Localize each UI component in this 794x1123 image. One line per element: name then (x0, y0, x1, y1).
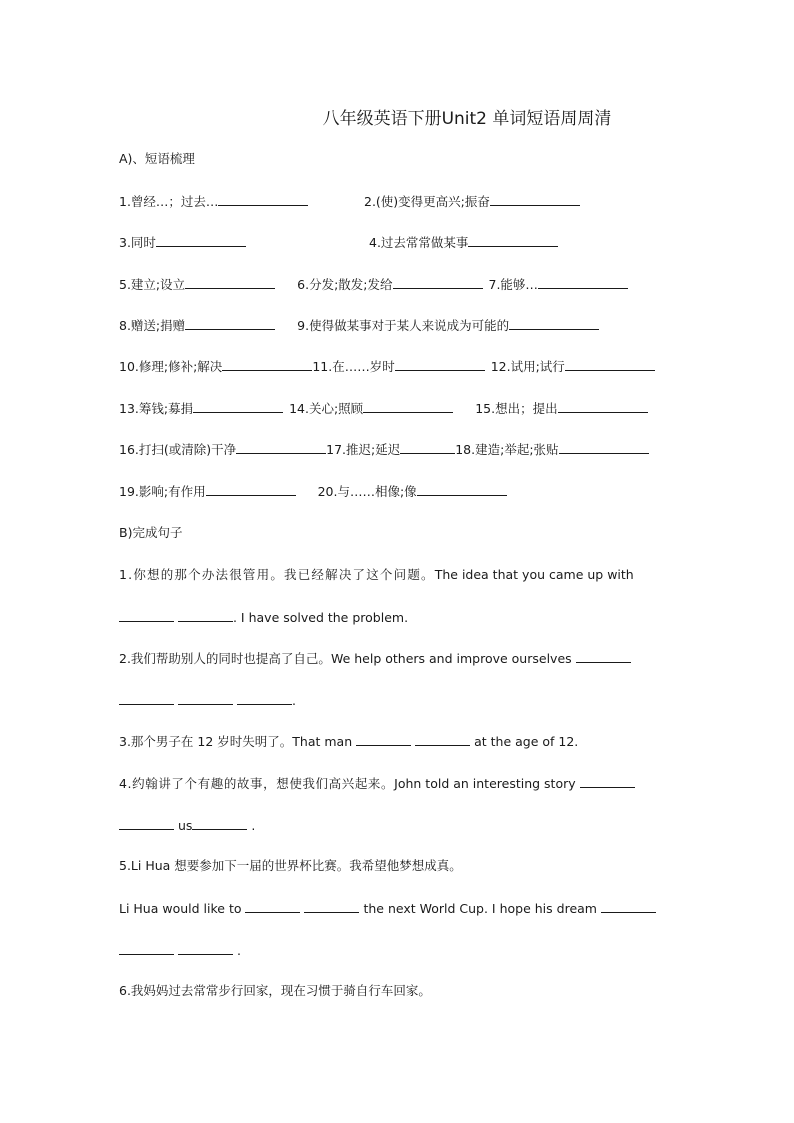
answer-blank[interactable] (558, 400, 648, 413)
sentence-3-english: That man (292, 734, 353, 749)
answer-blank[interactable] (576, 650, 631, 663)
answer-blank[interactable] (356, 733, 411, 746)
phrase-row-5 (119, 358, 655, 375)
answer-blank[interactable] (156, 234, 246, 247)
sentence-1-prompt (119, 567, 634, 583)
sentence-4-prompt (119, 775, 635, 792)
sentence-1-chinese: 1.你想的那个办法很管用。我已经解决了这个问题。 (119, 567, 435, 582)
phrase-item-6: 6.分发;散发;发给 (297, 277, 393, 292)
answer-blank[interactable] (119, 942, 174, 955)
answer-blank[interactable] (222, 358, 312, 371)
sentence-4-chinese: 4.约翰讲了个有趣的故事，想使我们高兴起来。 (119, 776, 395, 791)
phrase-item-1: 1.曾经…；过去… (119, 194, 219, 209)
phrase-row-7 (119, 441, 649, 458)
phrase-item-13: 13.筹钱;募捐 (119, 401, 194, 416)
section-a-heading: A)、短语梳理 (119, 151, 195, 166)
answer-blank[interactable] (119, 609, 174, 622)
phrase-row-2b (369, 234, 558, 251)
sentence-2-prompt (119, 650, 631, 667)
sentence-5-english-a: Li Hua would like to (119, 901, 242, 916)
phrase-row-4 (119, 317, 599, 334)
answer-blank[interactable] (417, 483, 507, 496)
answer-blank[interactable] (119, 692, 174, 705)
phrase-item-20: 20.与……相像;像 (317, 484, 417, 499)
sentence-5-chinese: 5.Li Hua 想要参加下一届的世界杯比赛。我希望他梦想成真。 (119, 858, 462, 873)
answer-blank[interactable] (178, 692, 233, 705)
section-b-heading: B)完成句子 (119, 525, 183, 540)
answer-blank[interactable] (565, 358, 655, 371)
sentence-1-english-end: . I have solved the problem. (232, 610, 409, 625)
sentence-2-answer (119, 692, 296, 709)
answer-blank[interactable] (363, 400, 453, 413)
sentence-4-english: John told an interesting story (394, 776, 576, 791)
phrase-item-2: 2.(使)变得更高兴;振奋 (364, 194, 490, 209)
phrase-row-3 (119, 276, 628, 293)
answer-blank[interactable] (185, 317, 275, 330)
answer-blank[interactable] (178, 609, 233, 622)
phrase-row-6 (119, 400, 648, 417)
answer-blank[interactable] (538, 276, 628, 289)
sentence-5-end: . (236, 943, 241, 958)
phrase-item-10: 10.修理;修补;解决 (119, 359, 223, 374)
phrase-item-14: 14.关心;照顾 (289, 401, 364, 416)
sentence-3 (119, 733, 578, 750)
answer-blank[interactable] (193, 400, 283, 413)
phrase-row-2 (119, 234, 246, 251)
answer-blank[interactable] (559, 441, 649, 454)
answer-blank[interactable] (237, 692, 292, 705)
phrase-row-1 (119, 193, 308, 210)
page-title: 八年级英语下册Unit2 单词短语周周清 (322, 109, 612, 129)
phrase-item-15: 15.想出；提出 (475, 401, 558, 416)
phrase-item-17: 17.推迟;延迟 (326, 442, 401, 457)
sentence-6-chinese: 6.我妈妈过去常常步行回家，现在习惯于骑自行车回家。 (119, 983, 431, 998)
phrase-item-11: 11.在……岁时 (312, 359, 395, 374)
answer-blank[interactable] (490, 193, 580, 206)
sentence-4-us: us (177, 818, 193, 833)
answer-blank[interactable] (185, 276, 275, 289)
phrase-item-4: 4.过去常常做某事 (369, 235, 469, 250)
answer-blank[interactable] (206, 483, 296, 496)
answer-blank[interactable] (395, 358, 485, 371)
sentence-1-english: The idea that you came up with (434, 567, 634, 582)
answer-blank[interactable] (400, 441, 455, 454)
answer-blank[interactable] (218, 193, 308, 206)
answer-blank[interactable] (509, 317, 599, 330)
phrase-item-12: 12.试用;试行 (490, 359, 565, 374)
answer-blank[interactable] (580, 775, 635, 788)
phrase-item-3: 3.同时 (119, 235, 156, 250)
answer-blank[interactable] (468, 234, 558, 247)
sentence-2-english: We help others and improve ourselves (330, 651, 572, 666)
answer-blank[interactable] (119, 817, 174, 830)
phrase-item-18: 18.建造;举起;张贴 (455, 442, 559, 457)
phrase-item-5: 5.建立;设立 (119, 277, 186, 292)
sentence-4-answer (119, 817, 255, 834)
sentence-2-chinese: 2.我们帮助别人的同时也提高了自己。 (119, 651, 331, 666)
phrase-item-7: 7.能够… (488, 277, 538, 292)
phrase-item-9: 9.使得做某事对于某人来说成为可能的 (297, 318, 510, 333)
phrase-row-1b (364, 193, 580, 210)
answer-blank[interactable] (393, 276, 483, 289)
phrase-item-8: 8.赠送;捐赠 (119, 318, 186, 333)
sentence-5-english-b: the next World Cup. I hope his dream (363, 901, 597, 916)
answer-blank[interactable] (601, 900, 656, 913)
sentence-3-english-end: at the age of 12. (474, 734, 579, 749)
sentence-5-answer (119, 942, 241, 959)
sentence-5-english (119, 900, 656, 917)
answer-blank[interactable] (236, 441, 326, 454)
sentence-1-answer (119, 609, 408, 626)
answer-blank[interactable] (415, 733, 470, 746)
answer-blank[interactable] (304, 900, 359, 913)
sentence-3-chinese: 3.那个男子在 12 岁时失明了。 (119, 734, 293, 749)
answer-blank[interactable] (178, 942, 233, 955)
sentence-2-end: . (291, 693, 296, 708)
phrase-item-19: 19.影响;有作用 (119, 484, 206, 499)
answer-blank[interactable] (192, 817, 247, 830)
phrase-item-16: 16.打扫(或清除)干净 (119, 442, 237, 457)
phrase-row-8 (119, 483, 507, 500)
sentence-4-end: . (251, 818, 256, 833)
answer-blank[interactable] (245, 900, 300, 913)
